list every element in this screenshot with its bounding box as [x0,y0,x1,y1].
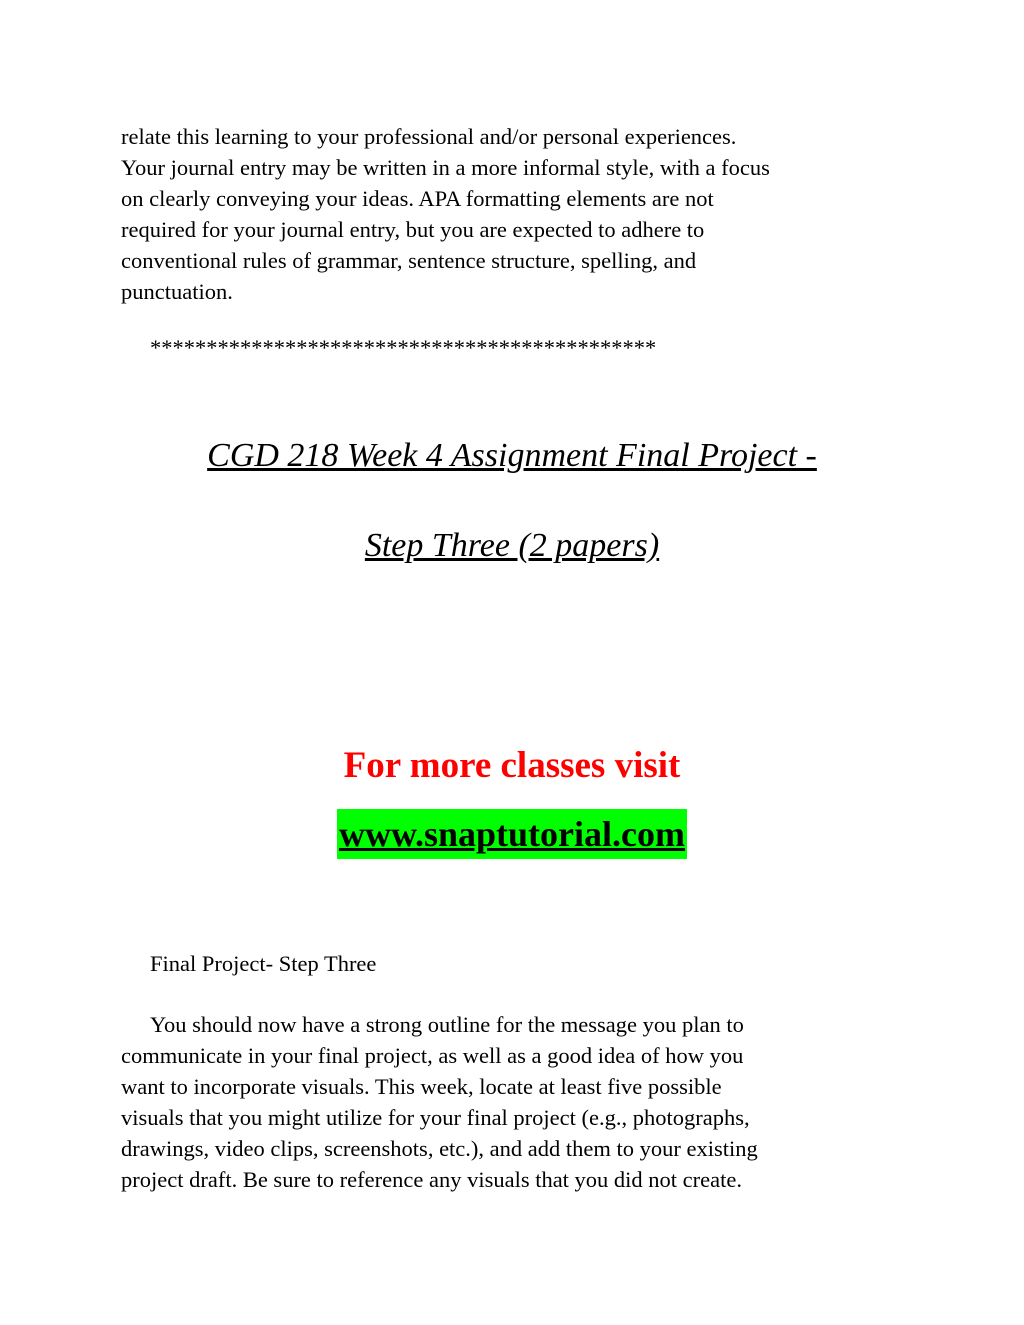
asterisk-separator: ********************************************* [150,335,657,360]
intro-line: relate this learning to your professional and/or personal experiences. [121,124,737,149]
body-line: visuals that you might utilize for your final project (e.g., photographs, [121,1105,750,1130]
body-line: You should now have a strong outline for the message you plan to [150,1012,744,1037]
body-line: want to incorporate visuals. This week, locate at least five possible [121,1074,722,1099]
document-title-line-1: CGD 218 Week 4 Assignment Final Project - [207,437,817,474]
intro-line: on clearly conveying your ideas. APA formatting elements are not [121,186,714,211]
intro-line: Your journal entry may be written in a more informal style, with a focus [121,155,770,180]
intro-paragraph [121,121,911,307]
intro-line: punctuation. [121,279,233,304]
intro-line: required for your journal entry, but you are expected to adhere to [121,217,705,242]
document-title-line-2: Step Three (2 papers) [364,527,660,564]
body-line: communicate in your final project, as well as a good idea of how you [121,1043,744,1068]
promo-link-container [0,809,1024,859]
section-heading: Final Project- Step Three [150,951,377,976]
body-line: project draft. Be sure to reference any visuals that you did not create. [121,1167,743,1192]
promo-heading: For more classes visit [343,745,681,786]
body-line: drawings, video clips, screenshots, etc.), and add them to your existing [121,1136,758,1161]
section-body-paragraph [121,1009,911,1195]
intro-line: conventional rules of grammar, sentence structure, spelling, and [121,248,697,273]
site-link[interactable]: www.snaptutorial.com [337,809,687,859]
